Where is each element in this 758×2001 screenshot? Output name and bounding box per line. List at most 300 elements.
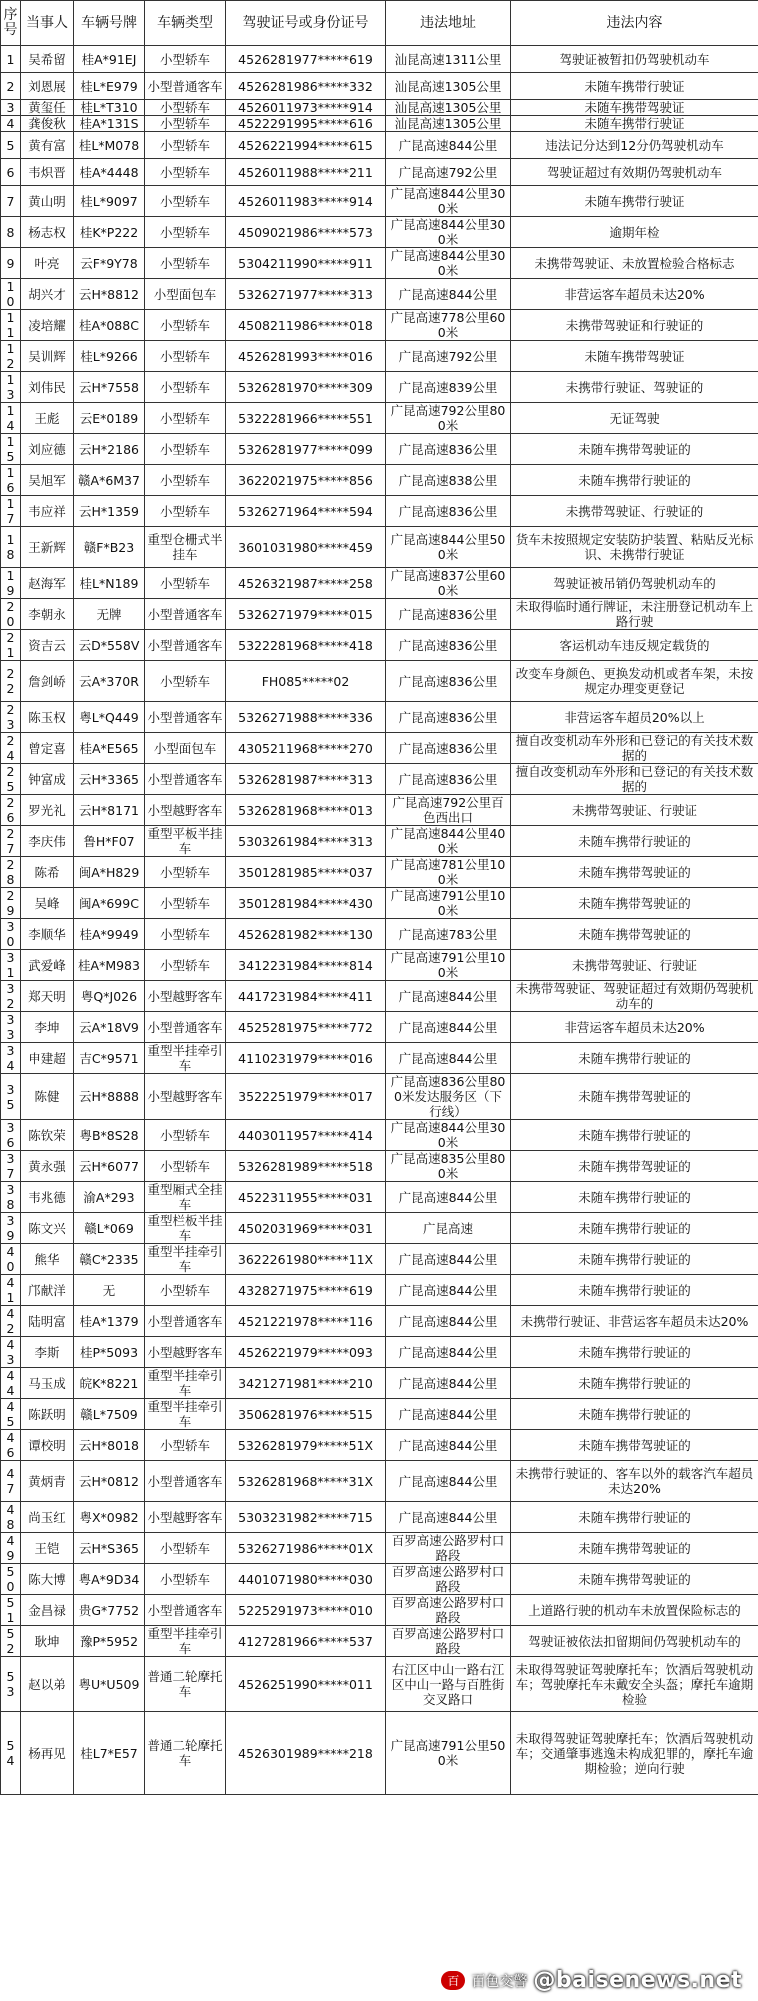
row-vehicle-type: 普通二轮摩托车 bbox=[145, 1657, 226, 1712]
row-violation: 未携带驾驶证、未放置检验合格标志 bbox=[511, 248, 758, 279]
row-index: 13 bbox=[1, 372, 21, 403]
row-license-id: 5326271986*****01X bbox=[226, 1533, 386, 1564]
row-vehicle-type: 小型轿车 bbox=[145, 434, 226, 465]
row-plate: 闽A*H829 bbox=[74, 857, 145, 888]
row-index: 23 bbox=[1, 702, 21, 733]
table-row bbox=[1, 981, 758, 1012]
table-row bbox=[1, 888, 758, 919]
row-index: 12 bbox=[1, 341, 21, 372]
row-vehicle-type: 小型轿车 bbox=[145, 248, 226, 279]
row-index: 10 bbox=[1, 279, 21, 310]
row-index: 24 bbox=[1, 733, 21, 764]
table-row bbox=[1, 132, 758, 159]
row-party: 李坤 bbox=[21, 1012, 74, 1043]
row-location: 广昆高速836公里 bbox=[386, 599, 511, 630]
row-index: 20 bbox=[1, 599, 21, 630]
row-vehicle-type: 小型轿车 bbox=[145, 1533, 226, 1564]
row-party: 钟富成 bbox=[21, 764, 74, 795]
table-row bbox=[1, 1657, 758, 1712]
row-location: 广昆高速844公里300米 bbox=[386, 248, 511, 279]
row-index: 2 bbox=[1, 73, 21, 100]
row-index: 53 bbox=[1, 1657, 21, 1712]
row-location: 百罗高速公路罗村口路段 bbox=[386, 1533, 511, 1564]
row-vehicle-type: 小型轿车 bbox=[145, 116, 226, 132]
row-violation: 未随车携带驾驶证的 bbox=[511, 888, 758, 919]
row-plate: 云E*0189 bbox=[74, 403, 145, 434]
table-row bbox=[1, 826, 758, 857]
table-row bbox=[1, 310, 758, 341]
row-violation: 非营运客车超员20%以上 bbox=[511, 702, 758, 733]
row-vehicle-type: 小型普通客车 bbox=[145, 764, 226, 795]
row-vehicle-type: 小型轿车 bbox=[145, 661, 226, 702]
row-index: 16 bbox=[1, 465, 21, 496]
row-plate: 桂A*1379 bbox=[74, 1306, 145, 1337]
row-location: 广昆高速844公里 bbox=[386, 1182, 511, 1213]
row-plate: 粤A*9D34 bbox=[74, 1564, 145, 1595]
row-index: 32 bbox=[1, 981, 21, 1012]
row-vehicle-type: 小型轿车 bbox=[145, 403, 226, 434]
row-party: 李朝永 bbox=[21, 599, 74, 630]
row-index: 4 bbox=[1, 116, 21, 132]
row-violation: 未随车携带驾驶证的 bbox=[511, 434, 758, 465]
row-license-id: 5326281977*****099 bbox=[226, 434, 386, 465]
table-row bbox=[1, 702, 758, 733]
row-plate: 鲁H*F07 bbox=[74, 826, 145, 857]
row-violation: 未随车携带行驶证的 bbox=[511, 1213, 758, 1244]
row-vehicle-type: 小型越野客车 bbox=[145, 981, 226, 1012]
table-row bbox=[1, 1275, 758, 1306]
row-violation: 未随车携带驾驶证的 bbox=[511, 1564, 758, 1595]
row-vehicle-type: 小型普通客车 bbox=[145, 630, 226, 661]
row-violation: 未随车携带驾驶证的 bbox=[511, 919, 758, 950]
row-vehicle-type: 小型轿车 bbox=[145, 857, 226, 888]
row-index: 47 bbox=[1, 1461, 21, 1502]
row-license-id: 5326281970*****309 bbox=[226, 372, 386, 403]
row-license-id: 4127281966*****537 bbox=[226, 1626, 386, 1657]
row-location: 广昆高速844公里 bbox=[386, 1337, 511, 1368]
row-violation: 未携带行驶证的、客车以外的载客汽车超员未达20% bbox=[511, 1461, 758, 1502]
table-row bbox=[1, 1120, 758, 1151]
row-violation: 改变车身颜色、更换发动机或者车架，未按规定办理变更登记 bbox=[511, 661, 758, 702]
row-license-id: 5326271977*****313 bbox=[226, 279, 386, 310]
row-vehicle-type: 小型轿车 bbox=[145, 1275, 226, 1306]
table-row bbox=[1, 1368, 758, 1399]
row-violation: 未随车携带行驶证的 bbox=[511, 1275, 758, 1306]
row-location: 广昆高速844公里 bbox=[386, 1012, 511, 1043]
row-vehicle-type: 小型面包车 bbox=[145, 733, 226, 764]
row-plate: 豫P*5952 bbox=[74, 1626, 145, 1657]
row-violation: 未随车携带驾驶证的 bbox=[511, 1151, 758, 1182]
watermark bbox=[441, 1968, 742, 1993]
row-party: 陈文兴 bbox=[21, 1213, 74, 1244]
row-party: 黄炳青 bbox=[21, 1461, 74, 1502]
table-row bbox=[1, 1182, 758, 1213]
row-plate: 桂A*088C bbox=[74, 310, 145, 341]
row-index: 38 bbox=[1, 1182, 21, 1213]
row-vehicle-type: 小型面包车 bbox=[145, 279, 226, 310]
table-row bbox=[1, 1461, 758, 1502]
row-location: 右江区中山一路右江区中山一路与百胜街交叉路口 bbox=[386, 1657, 511, 1712]
row-party: 刘应德 bbox=[21, 434, 74, 465]
row-location: 广昆高速836公里 bbox=[386, 661, 511, 702]
row-index: 18 bbox=[1, 527, 21, 568]
row-index: 50 bbox=[1, 1564, 21, 1595]
row-license-id: 4526011973*****914 bbox=[226, 100, 386, 116]
table-row bbox=[1, 217, 758, 248]
row-index: 26 bbox=[1, 795, 21, 826]
row-license-id: 5322281966*****551 bbox=[226, 403, 386, 434]
row-vehicle-type: 重型半挂牵引车 bbox=[145, 1399, 226, 1430]
table-row bbox=[1, 1533, 758, 1564]
row-plate: 无 bbox=[74, 1275, 145, 1306]
table-row bbox=[1, 1244, 758, 1275]
row-party: 韦炽晋 bbox=[21, 159, 74, 186]
row-index: 30 bbox=[1, 919, 21, 950]
row-vehicle-type: 小型轿车 bbox=[145, 888, 226, 919]
row-license-id: 4526221979*****093 bbox=[226, 1337, 386, 1368]
row-party: 王铠 bbox=[21, 1533, 74, 1564]
row-index: 29 bbox=[1, 888, 21, 919]
row-violation: 未随车携带驾驶证的 bbox=[511, 857, 758, 888]
row-index: 8 bbox=[1, 217, 21, 248]
row-violation: 未携带驾驶证、行驶证 bbox=[511, 795, 758, 826]
row-vehicle-type: 重型半挂牵引车 bbox=[145, 1043, 226, 1074]
row-violation: 未随车携带行驶证的 bbox=[511, 1182, 758, 1213]
row-vehicle-type: 小型轿车 bbox=[145, 186, 226, 217]
row-location: 广昆高速839公里 bbox=[386, 372, 511, 403]
row-index: 54 bbox=[1, 1712, 21, 1795]
row-location: 广昆高速836公里 bbox=[386, 702, 511, 733]
row-vehicle-type: 重型厢式全挂车 bbox=[145, 1182, 226, 1213]
row-party: 陈钦荣 bbox=[21, 1120, 74, 1151]
row-vehicle-type: 小型轿车 bbox=[145, 217, 226, 248]
row-vehicle-type: 小型轿车 bbox=[145, 568, 226, 599]
row-vehicle-type: 小型轿车 bbox=[145, 100, 226, 116]
table-row bbox=[1, 403, 758, 434]
row-plate: 桂A*4448 bbox=[74, 159, 145, 186]
row-license-id: 4526281986*****332 bbox=[226, 73, 386, 100]
row-violation: 未随车携带行驶证 bbox=[511, 73, 758, 100]
row-party: 詹剑峤 bbox=[21, 661, 74, 702]
row-location: 汕昆高速1305公里 bbox=[386, 116, 511, 132]
row-party: 杨再见 bbox=[21, 1712, 74, 1795]
row-index: 21 bbox=[1, 630, 21, 661]
row-index: 31 bbox=[1, 950, 21, 981]
row-plate: 无牌 bbox=[74, 599, 145, 630]
row-vehicle-type: 小型轿车 bbox=[145, 1564, 226, 1595]
row-plate: 闽A*699C bbox=[74, 888, 145, 919]
row-party: 武爱峰 bbox=[21, 950, 74, 981]
row-license-id: 4526321987*****258 bbox=[226, 568, 386, 599]
row-vehicle-type: 小型普通客车 bbox=[145, 702, 226, 733]
header-location: 违法地址 bbox=[386, 1, 511, 46]
row-party: 韦应祥 bbox=[21, 496, 74, 527]
row-violation: 未随车携带驾驶证的 bbox=[511, 1533, 758, 1564]
row-location: 广昆高速778公里600米 bbox=[386, 310, 511, 341]
row-index: 15 bbox=[1, 434, 21, 465]
table-row bbox=[1, 1151, 758, 1182]
table-row bbox=[1, 1399, 758, 1430]
row-location: 汕昆高速1305公里 bbox=[386, 100, 511, 116]
row-party: 陆明富 bbox=[21, 1306, 74, 1337]
row-plate: 吉C*9571 bbox=[74, 1043, 145, 1074]
row-violation: 客运机动车违反规定载货的 bbox=[511, 630, 758, 661]
row-index: 1 bbox=[1, 46, 21, 73]
header-violation: 违法内容 bbox=[511, 1, 758, 46]
row-violation: 未随车携带驾驶证 bbox=[511, 100, 758, 116]
row-license-id: 4526221994*****615 bbox=[226, 132, 386, 159]
row-vehicle-type: 小型越野客车 bbox=[145, 1337, 226, 1368]
row-location: 广昆高速844公里300米 bbox=[386, 1120, 511, 1151]
row-plate: 云H*2186 bbox=[74, 434, 145, 465]
row-violation: 擅自改变机动车外形和已登记的有关技术数据的 bbox=[511, 733, 758, 764]
row-violation: 无证驾驶 bbox=[511, 403, 758, 434]
row-index: 49 bbox=[1, 1533, 21, 1564]
table-row bbox=[1, 795, 758, 826]
row-party: 邝献洋 bbox=[21, 1275, 74, 1306]
row-party: 吴旭军 bbox=[21, 465, 74, 496]
table-row bbox=[1, 1306, 758, 1337]
row-location: 广昆高速844公里500米 bbox=[386, 527, 511, 568]
row-violation: 未携带驾驶证、驾驶证超过有效期仍驾驶机动车的 bbox=[511, 981, 758, 1012]
row-vehicle-type: 小型轿车 bbox=[145, 919, 226, 950]
row-license-id: 5326281989*****518 bbox=[226, 1151, 386, 1182]
row-location: 广昆高速844公里 bbox=[386, 132, 511, 159]
row-plate: 桂A*E565 bbox=[74, 733, 145, 764]
row-location: 广昆高速836公里 bbox=[386, 496, 511, 527]
row-violation: 擅自改变机动车外形和已登记的有关技术数据的 bbox=[511, 764, 758, 795]
row-license-id: 5326271988*****336 bbox=[226, 702, 386, 733]
table-row bbox=[1, 733, 758, 764]
row-license-id: 4526011988*****211 bbox=[226, 159, 386, 186]
row-violation: 非营运客车超员未达20% bbox=[511, 279, 758, 310]
row-license-id: 5326271964*****594 bbox=[226, 496, 386, 527]
row-plate: 赣C*2335 bbox=[74, 1244, 145, 1275]
row-location: 广昆高速 bbox=[386, 1213, 511, 1244]
row-plate: 桂L*9097 bbox=[74, 186, 145, 217]
row-party: 黄玺任 bbox=[21, 100, 74, 116]
row-party: 吴训辉 bbox=[21, 341, 74, 372]
row-location: 广昆高速844公里 bbox=[386, 1430, 511, 1461]
row-vehicle-type: 小型轿车 bbox=[145, 496, 226, 527]
row-license-id: 4417231984*****411 bbox=[226, 981, 386, 1012]
row-location: 广昆高速835公里800米 bbox=[386, 1151, 511, 1182]
row-vehicle-type: 小型越野客车 bbox=[145, 795, 226, 826]
row-location: 广昆高速837公里600米 bbox=[386, 568, 511, 599]
row-index: 46 bbox=[1, 1430, 21, 1461]
row-plate: 粤U*U509 bbox=[74, 1657, 145, 1712]
row-vehicle-type: 重型仓栅式半挂车 bbox=[145, 527, 226, 568]
header-row bbox=[1, 1, 758, 46]
row-party: 李斯 bbox=[21, 1337, 74, 1368]
row-plate: 云H*6077 bbox=[74, 1151, 145, 1182]
row-party: 刘伟民 bbox=[21, 372, 74, 403]
row-violation: 未随车携带驾驶证 bbox=[511, 341, 758, 372]
row-index: 37 bbox=[1, 1151, 21, 1182]
row-vehicle-type: 重型平板半挂车 bbox=[145, 826, 226, 857]
row-party: 谭校明 bbox=[21, 1430, 74, 1461]
row-party: 曾定喜 bbox=[21, 733, 74, 764]
table-row bbox=[1, 1564, 758, 1595]
row-location: 广昆高速791公里100米 bbox=[386, 888, 511, 919]
row-location: 广昆高速836公里 bbox=[386, 764, 511, 795]
row-party: 熊华 bbox=[21, 1244, 74, 1275]
row-party: 吴希留 bbox=[21, 46, 74, 73]
row-violation: 驾驶证被依法扣留期间仍驾驶机动车的 bbox=[511, 1626, 758, 1657]
row-party: 黄山明 bbox=[21, 186, 74, 217]
row-license-id: 4508211986*****018 bbox=[226, 310, 386, 341]
row-index: 17 bbox=[1, 496, 21, 527]
row-location: 广昆高速791公里100米 bbox=[386, 950, 511, 981]
row-violation: 未随车携带行驶证的 bbox=[511, 1120, 758, 1151]
row-vehicle-type: 小型轿车 bbox=[145, 132, 226, 159]
row-vehicle-type: 重型栏板半挂车 bbox=[145, 1213, 226, 1244]
row-plate: 赣L*7509 bbox=[74, 1399, 145, 1430]
row-violation: 未取得驾驶证驾驶摩托车；饮酒后驾驶机动车；交通肇事逃逸未构成犯罪的，摩托车逾期检验；逆向行驶 bbox=[511, 1712, 758, 1795]
row-index: 33 bbox=[1, 1012, 21, 1043]
row-plate: 云H*S365 bbox=[74, 1533, 145, 1564]
row-license-id: 5303261984*****313 bbox=[226, 826, 386, 857]
row-party: 马玉成 bbox=[21, 1368, 74, 1399]
row-license-id: 4526281977*****619 bbox=[226, 46, 386, 73]
row-index: 43 bbox=[1, 1337, 21, 1368]
row-license-id: 3622261980*****11X bbox=[226, 1244, 386, 1275]
row-plate: 渝A*293 bbox=[74, 1182, 145, 1213]
row-location: 广昆高速844公里 bbox=[386, 981, 511, 1012]
row-party: 郑天明 bbox=[21, 981, 74, 1012]
row-plate: 桂K*P222 bbox=[74, 217, 145, 248]
row-location: 广昆高速792公里 bbox=[386, 159, 511, 186]
row-index: 3 bbox=[1, 100, 21, 116]
row-license-id: 5326271979*****015 bbox=[226, 599, 386, 630]
row-location: 百罗高速公路罗村口路段 bbox=[386, 1564, 511, 1595]
row-party: 陈跃明 bbox=[21, 1399, 74, 1430]
row-location: 广昆高速844公里 bbox=[386, 1306, 511, 1337]
row-index: 11 bbox=[1, 310, 21, 341]
row-violation: 未随车携带行驶证 bbox=[511, 116, 758, 132]
row-plate: 云H*8812 bbox=[74, 279, 145, 310]
row-location: 汕昆高速1305公里 bbox=[386, 73, 511, 100]
row-index: 35 bbox=[1, 1074, 21, 1120]
row-party: 陈希 bbox=[21, 857, 74, 888]
row-location: 广昆高速844公里 bbox=[386, 279, 511, 310]
row-violation: 未随车携带驾驶证的 bbox=[511, 1074, 758, 1120]
row-license-id: 5326281987*****313 bbox=[226, 764, 386, 795]
row-violation: 未随车携带驾驶证的 bbox=[511, 1430, 758, 1461]
row-party: 杨志权 bbox=[21, 217, 74, 248]
row-location: 广昆高速844公里 bbox=[386, 1043, 511, 1074]
row-vehicle-type: 小型越野客车 bbox=[145, 1502, 226, 1533]
row-plate: 云H*8018 bbox=[74, 1430, 145, 1461]
row-location: 广昆高速836公里 bbox=[386, 733, 511, 764]
row-license-id: 4521221978*****116 bbox=[226, 1306, 386, 1337]
row-violation: 未携带行驶证、驾驶证的 bbox=[511, 372, 758, 403]
row-license-id: FH085*****02 bbox=[226, 661, 386, 702]
row-index: 40 bbox=[1, 1244, 21, 1275]
row-plate: 赣L*069 bbox=[74, 1213, 145, 1244]
table-row bbox=[1, 73, 758, 100]
row-plate: 桂L*9266 bbox=[74, 341, 145, 372]
row-plate: 云H*7558 bbox=[74, 372, 145, 403]
row-index: 36 bbox=[1, 1120, 21, 1151]
row-violation: 违法记分达到12分仍驾驶机动车 bbox=[511, 132, 758, 159]
row-violation: 驾驶证被暂扣仍驾驶机动车 bbox=[511, 46, 758, 73]
row-location: 汕昆高速1311公里 bbox=[386, 46, 511, 73]
row-violation: 未携带驾驶证和行驶证的 bbox=[511, 310, 758, 341]
row-index: 44 bbox=[1, 1368, 21, 1399]
row-index: 42 bbox=[1, 1306, 21, 1337]
row-party: 胡兴才 bbox=[21, 279, 74, 310]
row-index: 14 bbox=[1, 403, 21, 434]
table-row bbox=[1, 1074, 758, 1120]
row-vehicle-type: 小型轿车 bbox=[145, 1430, 226, 1461]
row-party: 尚玉红 bbox=[21, 1502, 74, 1533]
row-location: 广昆高速781公里100米 bbox=[386, 857, 511, 888]
row-plate: 粤X*0982 bbox=[74, 1502, 145, 1533]
row-index: 41 bbox=[1, 1275, 21, 1306]
row-license-id: 5303231982*****715 bbox=[226, 1502, 386, 1533]
row-party: 叶亮 bbox=[21, 248, 74, 279]
row-violation: 未携带行驶证、非营运客车超员未达20% bbox=[511, 1306, 758, 1337]
row-vehicle-type: 小型普通客车 bbox=[145, 1461, 226, 1502]
header-index: 序号 bbox=[1, 1, 21, 46]
row-location: 广昆高速844公里 bbox=[386, 1244, 511, 1275]
row-license-id: 5326281968*****013 bbox=[226, 795, 386, 826]
table-row bbox=[1, 465, 758, 496]
row-license-id: 3501281985*****037 bbox=[226, 857, 386, 888]
row-license-id: 3622021975*****856 bbox=[226, 465, 386, 496]
table-row bbox=[1, 919, 758, 950]
table-row bbox=[1, 599, 758, 630]
row-location: 广昆高速844公里300米 bbox=[386, 186, 511, 217]
row-vehicle-type: 普通二轮摩托车 bbox=[145, 1712, 226, 1795]
table-row bbox=[1, 950, 758, 981]
row-index: 34 bbox=[1, 1043, 21, 1074]
row-violation: 上道路行驶的机动车未放置保险标志的 bbox=[511, 1595, 758, 1626]
row-party: 刘恩展 bbox=[21, 73, 74, 100]
row-license-id: 5326281979*****51X bbox=[226, 1430, 386, 1461]
row-license-id: 5304211990*****911 bbox=[226, 248, 386, 279]
table-row bbox=[1, 527, 758, 568]
row-party: 陈玉权 bbox=[21, 702, 74, 733]
row-vehicle-type: 小型轿车 bbox=[145, 950, 226, 981]
row-location: 广昆高速844公里 bbox=[386, 1461, 511, 1502]
row-plate: 赣F*B23 bbox=[74, 527, 145, 568]
watermark-logo-icon: 百 bbox=[441, 1971, 465, 1990]
row-party: 陈健 bbox=[21, 1074, 74, 1120]
row-violation: 未取得临时通行牌证，未注册登记机动车上路行驶 bbox=[511, 599, 758, 630]
table-row bbox=[1, 341, 758, 372]
row-party: 赵以弟 bbox=[21, 1657, 74, 1712]
table-row bbox=[1, 248, 758, 279]
row-license-id: 3522251979*****017 bbox=[226, 1074, 386, 1120]
row-violation: 未随车携带行驶证的 bbox=[511, 1244, 758, 1275]
row-plate: 云A*370R bbox=[74, 661, 145, 702]
row-index: 5 bbox=[1, 132, 21, 159]
table-row bbox=[1, 1430, 758, 1461]
row-vehicle-type: 小型轿车 bbox=[145, 1151, 226, 1182]
table-row bbox=[1, 372, 758, 403]
row-location: 广昆高速844公里 bbox=[386, 1399, 511, 1430]
table-row bbox=[1, 186, 758, 217]
row-plate: 贵G*7752 bbox=[74, 1595, 145, 1626]
row-vehicle-type: 小型普通客车 bbox=[145, 1012, 226, 1043]
header-license-id: 驾驶证号或身份证号 bbox=[226, 1, 386, 46]
watermark-account: 百色交警 bbox=[471, 1973, 528, 1990]
row-location: 广昆高速792公里 bbox=[386, 341, 511, 372]
table-row bbox=[1, 1502, 758, 1533]
row-party: 金昌禄 bbox=[21, 1595, 74, 1626]
